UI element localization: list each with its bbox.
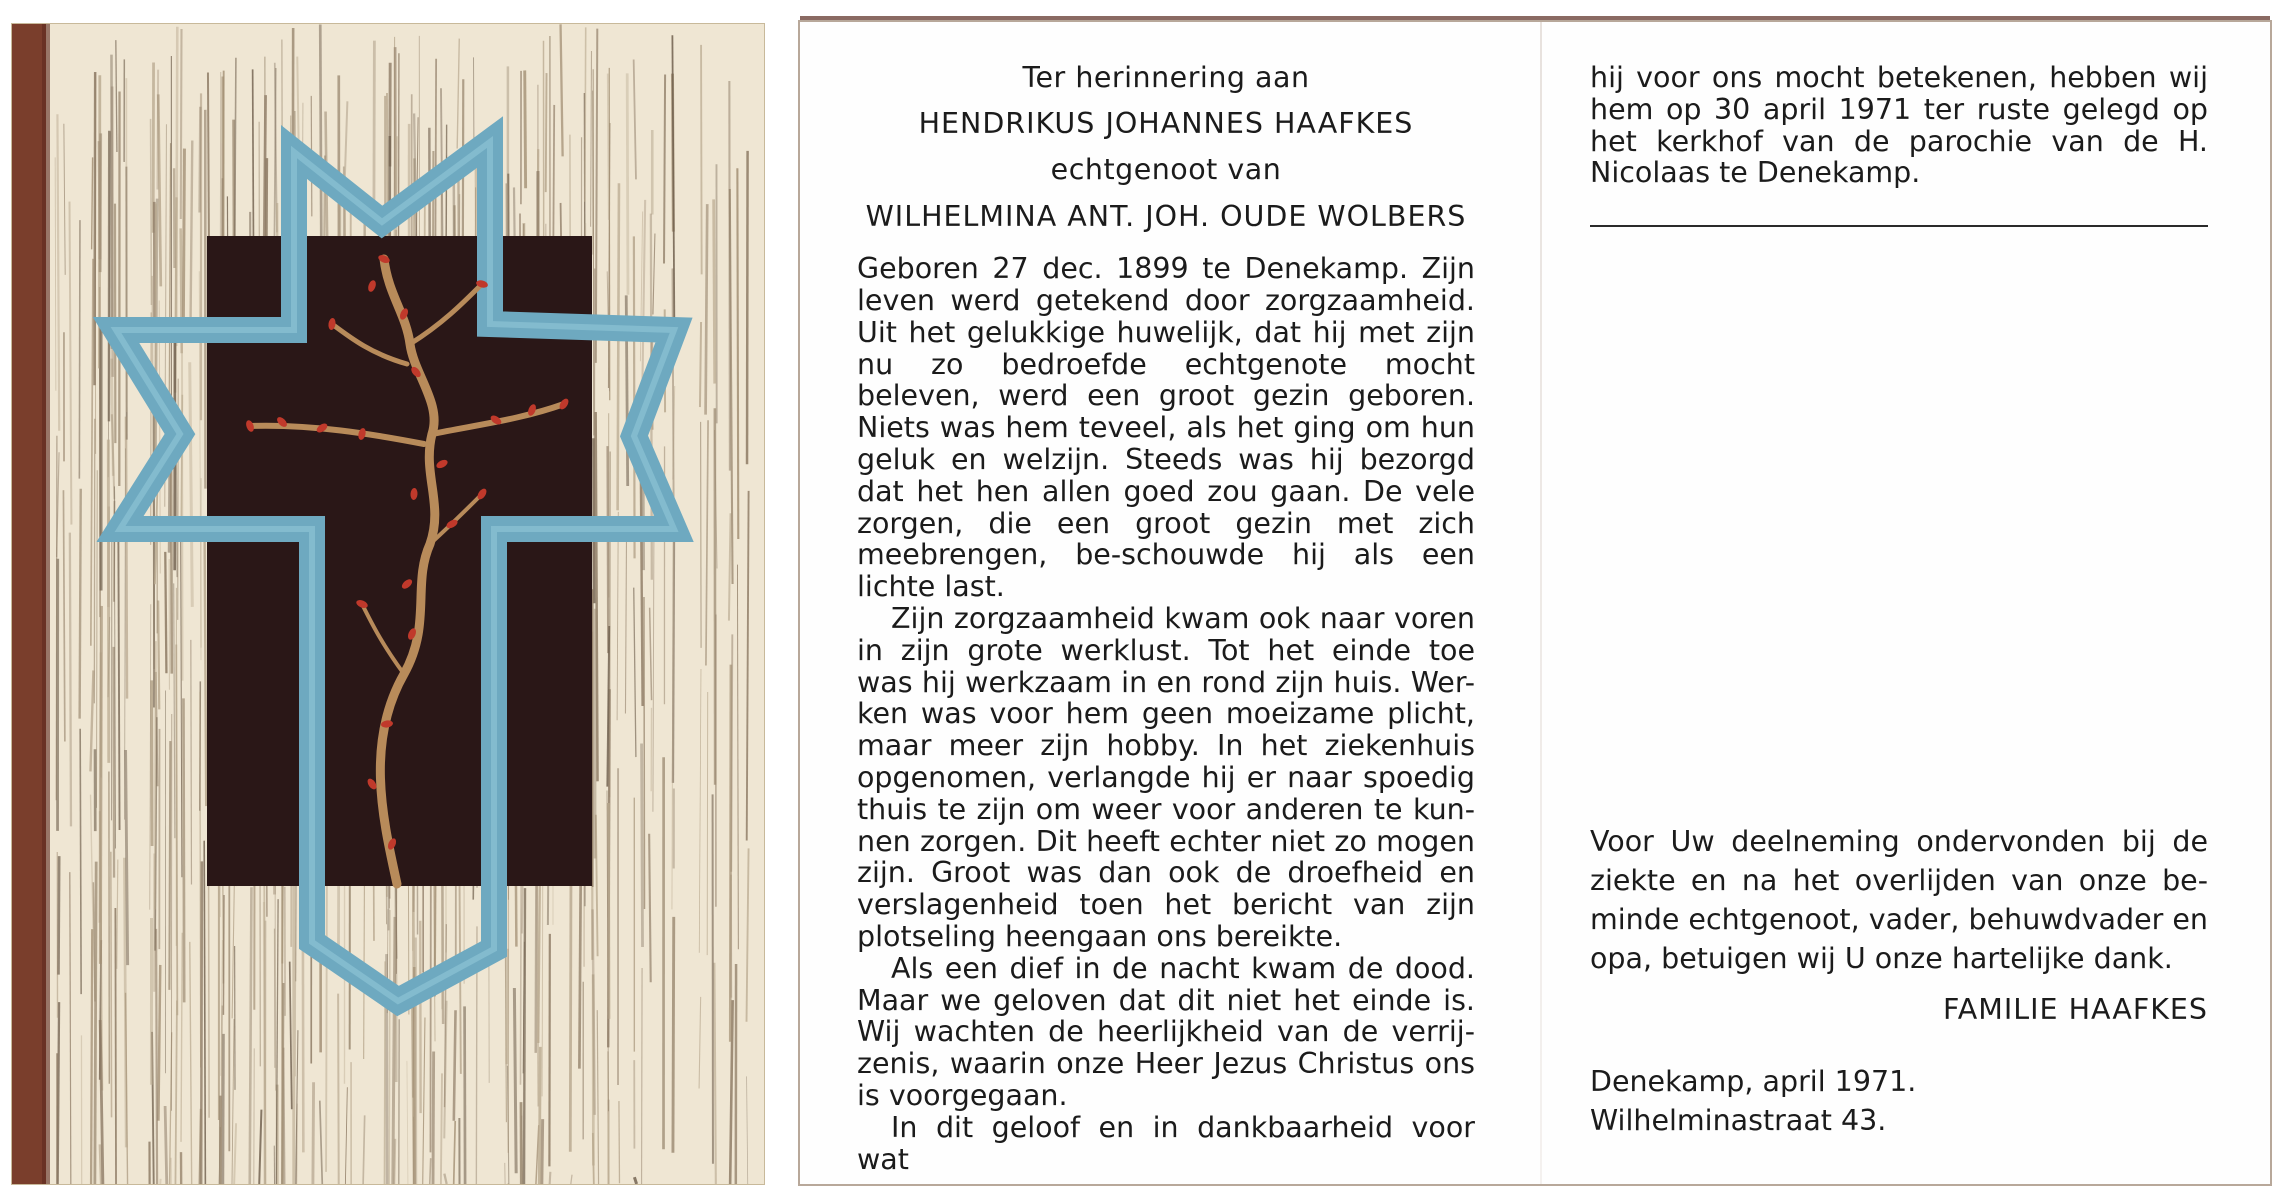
streak <box>338 994 339 1184</box>
right-text-column <box>1590 62 2208 1162</box>
streak <box>156 929 157 1184</box>
streak <box>92 157 93 249</box>
streak <box>441 1073 442 1184</box>
place-and-address <box>1590 1062 1916 1140</box>
spouse-of-line: echtgenoot van <box>1050 152 1282 186</box>
streak <box>200 692 201 1068</box>
streak <box>181 29 182 219</box>
streak <box>200 1109 201 1184</box>
streak <box>593 1133 594 1184</box>
streak <box>644 597 645 909</box>
streak <box>157 70 158 190</box>
streak <box>326 859 327 1172</box>
streak <box>151 119 152 305</box>
streak <box>165 552 166 673</box>
streak <box>550 1172 551 1184</box>
streak <box>507 949 508 1065</box>
streak <box>634 1177 636 1184</box>
streak <box>70 533 71 827</box>
streak <box>433 1051 434 1184</box>
place-date: Denekamp, april 1971. <box>1590 1065 1917 1098</box>
streak <box>313 1082 314 1184</box>
streak <box>91 929 92 1184</box>
streak <box>205 540 207 806</box>
streak <box>100 1144 101 1184</box>
family-signature: FAMILIE HAAFKES <box>1942 993 2208 1026</box>
streak <box>111 852 112 1118</box>
left-brown-band <box>12 24 46 1184</box>
streak <box>79 220 80 479</box>
biography-paragraph-3: Als een dief in de nacht kwam de dood. Maar we geloven dat dit niet het einde is. Wij wachten de heerlijkheid van de verrij-zenis, waarin onze Heer Jezus Christus ons is voorgegaan. <box>857 951 1475 1112</box>
streak <box>538 878 540 1043</box>
streak <box>700 322 701 407</box>
streak <box>618 183 619 510</box>
streak <box>642 744 643 947</box>
streak <box>95 72 96 385</box>
streak <box>706 204 708 414</box>
streak <box>634 236 635 558</box>
streak <box>191 640 192 885</box>
streak <box>394 1139 395 1184</box>
streak <box>664 75 665 264</box>
streak <box>115 908 116 1184</box>
thanks-paragraph: Voor Uw deelneming ondervonden bij de ziekte en na het overlijden van onze be-minde echtgenoot, vader, behuwdvader en opa, betuigen wij U onze hartelijke dank. <box>1590 825 2208 975</box>
card-fold <box>1540 22 1542 1184</box>
remembrance-line: Ter herinnering aan <box>1022 61 1310 94</box>
streak <box>585 27 586 201</box>
streak <box>100 133 101 272</box>
streak <box>553 105 554 246</box>
streak <box>608 446 609 653</box>
streak <box>155 641 156 909</box>
streak <box>171 461 172 674</box>
streak <box>183 149 184 319</box>
streak <box>608 803 609 1019</box>
streak <box>608 74 609 220</box>
streak <box>524 888 525 1184</box>
streak <box>320 24 321 238</box>
streak <box>610 451 611 797</box>
streak <box>454 1010 456 1121</box>
memorial-card-front <box>12 24 764 1184</box>
streak <box>118 516 119 830</box>
streak <box>673 917 674 1153</box>
biography-paragraph-1: Geboren 27 dec. 1899 te Denekamp. Zijn leven werd getekend door zorgzaamheid. Uit het gelukkige huwelijk, dat hij met zijn nu zo bedroefde echtgenote mocht beleven, werd een groot gezin geboren. Niets was hem teveel, als het ging om hun geluk en welzijn. Steeds was hij bezorgd dat het hen allen goed zou gaan. De vele zorgen, die een groot gezin met zich meebrengen, be-schouwde hij als een lichte last. <box>857 252 1475 604</box>
streak <box>80 489 81 719</box>
streak <box>100 606 101 964</box>
address: Wilhelminastraat 43. <box>1590 1104 1887 1137</box>
streak <box>223 895 224 1015</box>
streak <box>389 910 390 1184</box>
streak <box>264 902 265 1184</box>
streak <box>627 73 628 294</box>
streak <box>619 1101 620 1183</box>
streak <box>514 988 516 1173</box>
streak <box>95 862 96 1184</box>
streak <box>546 73 547 192</box>
streak <box>730 665 731 1042</box>
streak <box>223 1034 224 1184</box>
streak <box>714 199 715 383</box>
burial-paragraph: hij voor ons mocht betekenen, hebben wij hem op 30 april 1971 ter ruste gelegd op het kerkhof van de parochie van de H. Nicolaas te Denekamp. <box>1590 61 2208 190</box>
streak <box>714 963 715 1184</box>
streak <box>737 168 738 539</box>
streak <box>539 1047 540 1184</box>
deceased-name: HENDRIKUS JOHANNES HAAFKES <box>918 106 1414 140</box>
streak <box>126 417 127 699</box>
streak <box>183 698 184 1002</box>
biography-paragraph-4: In dit geloof en in dankbaarheid voor wat <box>857 1110 1475 1176</box>
streak <box>542 1119 543 1184</box>
biography-paragraph-2: Zijn zorgzaamheid kwam ook naar voren in zijn grote werklust. Tot het einde toe was hij werkzaam in en rond zijn huis. Wer-ken was voor hem geen moeizame plicht, maar meer zijn hobby. In het ziekenhuis opgenomen, verlangde hij er naar spoedig thuis te zijn om weer voor anderen te kun-nen zorgen. Dit heeft echter niet zo mogen zijn. Groot was dan ook de droefheid en verslagenheid toen het bericht van zijn plotseling heengaan ons bereikte. <box>857 601 1475 953</box>
streak <box>169 741 170 990</box>
streak <box>80 729 81 994</box>
streak <box>264 95 265 238</box>
streak <box>701 45 702 275</box>
streak <box>250 887 252 1184</box>
streak <box>165 1106 167 1184</box>
streak <box>200 107 201 213</box>
memorial-card-back <box>800 22 2270 1184</box>
streak <box>747 151 748 464</box>
streak <box>56 436 57 801</box>
streak <box>430 1158 431 1184</box>
spouse-name: WILHELMINA ANT. JOH. OUDE WOLBERS <box>865 200 1467 234</box>
streak <box>729 81 730 471</box>
streak <box>525 70 526 188</box>
streak <box>158 600 159 709</box>
streak <box>58 856 59 974</box>
left-text-column <box>857 62 1475 1175</box>
streak <box>465 1006 466 1184</box>
left-band-shade <box>42 24 50 1184</box>
cross-artwork <box>12 24 764 1184</box>
divider-line <box>1590 225 2208 227</box>
